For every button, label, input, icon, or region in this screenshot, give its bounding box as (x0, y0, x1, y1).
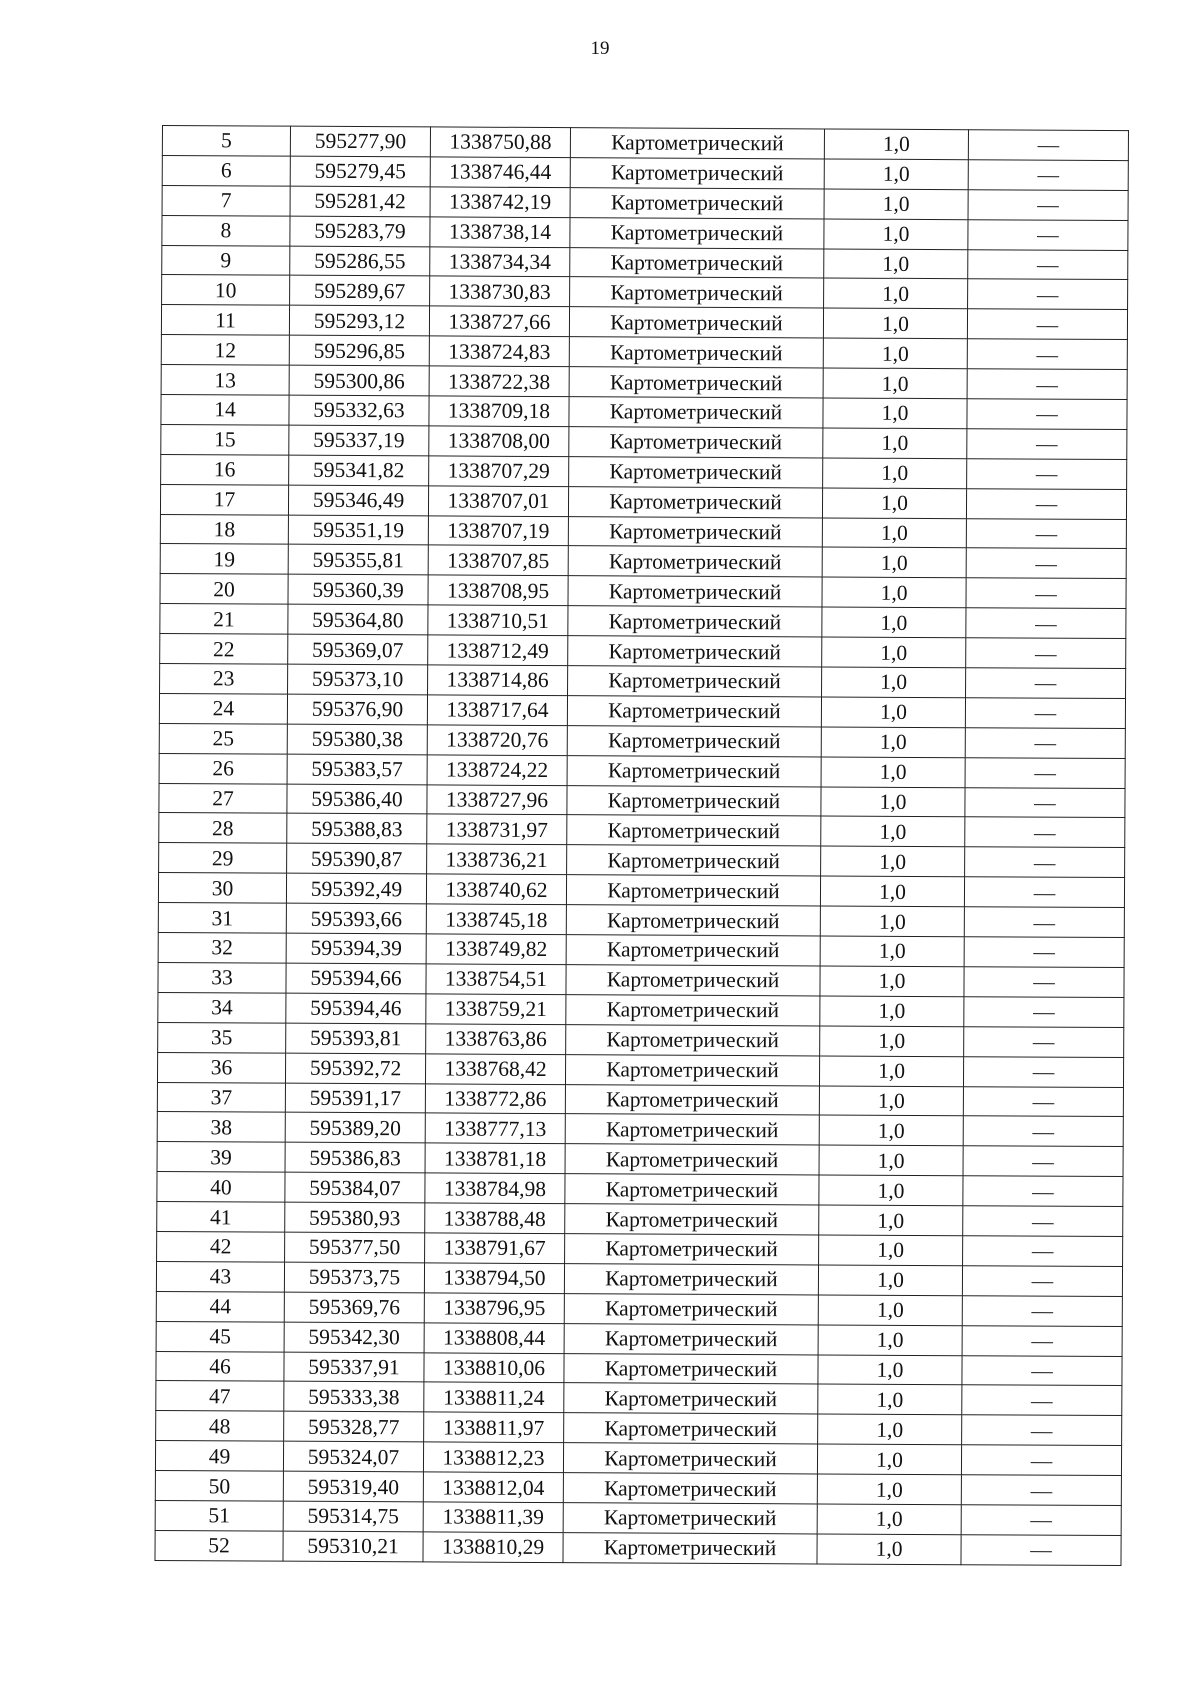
accuracy-cell: 1,0 (823, 368, 967, 399)
method-cell: Картометрический (565, 1144, 819, 1175)
method-cell: Картометрический (570, 217, 824, 248)
description-cell: — (963, 1236, 1123, 1267)
x-coordinate-cell: 595394,66 (286, 963, 426, 994)
point-number-cell: 23 (160, 664, 288, 695)
accuracy-cell: 1,0 (824, 278, 968, 309)
method-cell: Картометрический (566, 935, 820, 966)
y-coordinate-cell: 1338724,22 (427, 755, 567, 786)
x-coordinate-cell: 595386,40 (287, 784, 427, 815)
point-number-cell: 10 (162, 275, 290, 306)
y-coordinate-cell: 1338810,29 (423, 1532, 563, 1563)
point-number-cell: 49 (155, 1441, 283, 1472)
accuracy-cell: 1,0 (824, 159, 968, 190)
point-number-cell: 45 (156, 1321, 284, 1352)
point-number-cell: 50 (155, 1471, 283, 1502)
x-coordinate-cell: 595391,17 (285, 1083, 425, 1114)
method-cell: Картометрический (569, 367, 823, 398)
x-coordinate-cell: 595324,07 (283, 1441, 423, 1472)
accuracy-cell: 1,0 (823, 308, 967, 339)
y-coordinate-cell: 1338794,50 (424, 1263, 564, 1294)
method-cell: Картометрический (563, 1473, 817, 1504)
method-cell: Картометрический (567, 785, 821, 816)
y-coordinate-cell: 1338788,48 (425, 1203, 565, 1234)
x-coordinate-cell: 595380,38 (287, 724, 427, 755)
x-coordinate-cell: 595281,42 (290, 186, 430, 217)
page-number: 19 (590, 38, 610, 59)
accuracy-cell: 1,0 (817, 1534, 961, 1565)
description-cell: — (962, 1385, 1122, 1416)
method-cell: Картометрический (566, 965, 820, 996)
point-number-cell: 25 (159, 723, 287, 754)
point-number-cell: 6 (162, 155, 290, 186)
method-cell: Картометрический (570, 158, 824, 189)
description-cell: — (962, 1295, 1122, 1326)
y-coordinate-cell: 1338750,88 (430, 127, 570, 158)
y-coordinate-cell: 1338754,51 (426, 964, 566, 995)
point-number-cell: 17 (160, 484, 288, 515)
x-coordinate-cell: 595337,91 (284, 1352, 424, 1383)
description-cell: — (963, 1086, 1123, 1117)
point-number-cell: 44 (156, 1291, 284, 1322)
accuracy-cell: 1,0 (817, 1474, 961, 1505)
y-coordinate-cell: 1338759,21 (426, 994, 566, 1025)
method-cell: Картометрический (564, 1293, 818, 1324)
method-cell: Картометрический (567, 696, 821, 727)
description-cell: — (965, 728, 1125, 759)
description-cell: — (961, 1445, 1121, 1476)
point-number-cell: 8 (162, 215, 290, 246)
description-cell: — (966, 638, 1126, 669)
y-coordinate-cell: 1338708,95 (428, 575, 568, 606)
x-coordinate-cell: 595279,45 (290, 156, 430, 187)
accuracy-cell: 1,0 (821, 787, 965, 818)
method-cell: Картометрический (563, 1503, 817, 1534)
point-number-cell: 12 (161, 335, 289, 366)
x-coordinate-cell: 595319,40 (283, 1471, 423, 1502)
point-number-cell: 27 (159, 783, 287, 814)
description-cell: — (964, 907, 1124, 938)
accuracy-cell: 1,0 (818, 1325, 962, 1356)
method-cell: Картометрический (570, 247, 824, 278)
y-coordinate-cell: 1338731,97 (427, 814, 567, 845)
method-cell: Картометрический (564, 1383, 818, 1414)
x-coordinate-cell: 595392,72 (285, 1053, 425, 1084)
method-cell: Картометрический (569, 427, 823, 458)
x-coordinate-cell: 595333,38 (284, 1382, 424, 1413)
x-coordinate-cell: 595377,50 (285, 1232, 425, 1263)
point-number-cell: 42 (157, 1231, 285, 1262)
accuracy-cell: 1,0 (818, 1414, 962, 1445)
description-cell: — (961, 1535, 1121, 1566)
x-coordinate-cell: 595394,46 (286, 993, 426, 1024)
description-cell: — (968, 249, 1128, 280)
method-cell: Картометрический (564, 1353, 818, 1384)
point-number-cell: 34 (158, 992, 286, 1023)
x-coordinate-cell: 595373,10 (288, 664, 428, 695)
description-cell: — (966, 608, 1126, 639)
accuracy-cell: 1,0 (820, 906, 964, 937)
accuracy-cell: 1,0 (818, 1384, 962, 1415)
description-cell: — (963, 1176, 1123, 1207)
point-number-cell: 40 (157, 1172, 285, 1203)
description-cell: — (966, 668, 1126, 699)
point-number-cell: 33 (158, 962, 286, 993)
method-cell: Картометрический (570, 277, 824, 308)
y-coordinate-cell: 1338710,51 (428, 605, 568, 636)
y-coordinate-cell: 1338730,83 (430, 276, 570, 307)
x-coordinate-cell: 595394,39 (286, 933, 426, 964)
accuracy-cell: 1,0 (819, 1175, 963, 1206)
description-cell: — (966, 548, 1126, 579)
point-number-cell: 51 (155, 1500, 283, 1531)
description-cell: — (967, 339, 1127, 370)
accuracy-cell: 1,0 (824, 189, 968, 220)
y-coordinate-cell: 1338734,34 (430, 246, 570, 277)
point-number-cell: 47 (156, 1381, 284, 1412)
accuracy-cell: 1,0 (822, 577, 966, 608)
accuracy-cell: 1,0 (824, 219, 968, 250)
y-coordinate-cell: 1338812,04 (423, 1472, 563, 1503)
method-cell: Картометрический (566, 905, 820, 936)
point-number-cell: 41 (157, 1202, 285, 1233)
description-cell: — (968, 219, 1128, 250)
x-coordinate-cell: 595392,49 (286, 873, 426, 904)
description-cell: — (965, 787, 1125, 818)
description-cell: — (964, 1026, 1124, 1057)
point-number-cell: 32 (158, 933, 286, 964)
method-cell: Картометрический (565, 1084, 819, 1115)
x-coordinate-cell: 595355,81 (288, 545, 428, 576)
point-number-cell: 11 (161, 305, 289, 336)
point-number-cell: 48 (156, 1411, 284, 1442)
y-coordinate-cell: 1338727,96 (427, 784, 567, 815)
point-number-cell: 30 (158, 873, 286, 904)
description-cell: — (968, 190, 1128, 221)
method-cell: Картометрический (567, 845, 821, 876)
accuracy-cell: 1,0 (819, 1145, 963, 1176)
description-cell: — (966, 488, 1126, 519)
y-coordinate-cell: 1338727,66 (429, 306, 569, 337)
method-cell: Картометрический (570, 128, 824, 159)
accuracy-cell: 1,0 (818, 1295, 962, 1326)
method-cell: Картометрический (568, 576, 822, 607)
description-cell: — (962, 1355, 1122, 1386)
description-cell: — (963, 1116, 1123, 1147)
x-coordinate-cell: 595293,12 (289, 306, 429, 337)
point-number-cell: 24 (159, 693, 287, 724)
point-number-cell: 29 (159, 843, 287, 874)
method-cell: Картометрический (566, 994, 820, 1025)
description-cell: — (961, 1505, 1121, 1536)
point-number-cell: 35 (158, 1022, 286, 1053)
accuracy-cell: 1,0 (823, 338, 967, 369)
accuracy-cell: 1,0 (819, 1205, 963, 1236)
y-coordinate-cell: 1338740,62 (426, 874, 566, 905)
method-cell: Картометрический (568, 516, 822, 547)
method-cell: Картометрический (569, 337, 823, 368)
method-cell: Картометрический (569, 397, 823, 428)
y-coordinate-cell: 1338707,29 (429, 456, 569, 487)
accuracy-cell: 1,0 (821, 846, 965, 877)
y-coordinate-cell: 1338742,19 (430, 187, 570, 218)
point-number-cell: 46 (156, 1351, 284, 1382)
x-coordinate-cell: 595373,75 (284, 1262, 424, 1293)
accuracy-cell: 1,0 (821, 816, 965, 847)
description-cell: — (964, 997, 1124, 1028)
accuracy-cell: 1,0 (820, 936, 964, 967)
point-number-cell: 9 (162, 245, 290, 276)
x-coordinate-cell: 595393,81 (286, 1023, 426, 1054)
y-coordinate-cell: 1338724,83 (429, 336, 569, 367)
method-cell: Картометрический (567, 815, 821, 846)
method-cell: Картометрический (565, 1204, 819, 1235)
x-coordinate-cell: 595314,75 (283, 1501, 423, 1532)
x-coordinate-cell: 595342,30 (284, 1322, 424, 1353)
y-coordinate-cell: 1338811,39 (423, 1502, 563, 1533)
x-coordinate-cell: 595296,85 (289, 335, 429, 366)
accuracy-cell: 1,0 (821, 727, 965, 758)
point-number-cell: 38 (157, 1112, 285, 1143)
y-coordinate-cell: 1338810,06 (424, 1352, 564, 1383)
y-coordinate-cell: 1338811,97 (424, 1412, 564, 1443)
description-cell: — (963, 1056, 1123, 1087)
point-number-cell: 31 (158, 903, 286, 934)
accuracy-cell: 1,0 (822, 637, 966, 668)
description-cell: — (967, 459, 1127, 490)
method-cell: Картометрический (567, 755, 821, 786)
x-coordinate-cell: 595328,77 (284, 1411, 424, 1442)
method-cell: Картометрический (568, 486, 822, 517)
description-cell: — (962, 1266, 1122, 1297)
method-cell: Картометрический (568, 636, 822, 667)
y-coordinate-cell: 1338746,44 (430, 157, 570, 188)
point-number-cell: 36 (157, 1052, 285, 1083)
method-cell: Картометрический (565, 1054, 819, 1085)
y-coordinate-cell: 1338709,18 (429, 396, 569, 427)
x-coordinate-cell: 595341,82 (289, 455, 429, 486)
x-coordinate-cell: 595351,19 (288, 515, 428, 546)
y-coordinate-cell: 1338791,67 (425, 1233, 565, 1264)
accuracy-cell: 1,0 (818, 1265, 962, 1296)
method-cell: Картометрический (569, 456, 823, 487)
x-coordinate-cell: 595283,79 (290, 216, 430, 247)
x-coordinate-cell: 595386,83 (285, 1142, 425, 1173)
accuracy-cell: 1,0 (819, 1115, 963, 1146)
y-coordinate-cell: 1338811,24 (424, 1382, 564, 1413)
accuracy-cell: 1,0 (822, 488, 966, 519)
description-cell: — (965, 757, 1125, 788)
method-cell: Картометрический (563, 1443, 817, 1474)
method-cell: Картометрический (565, 1174, 819, 1205)
accuracy-cell: 1,0 (819, 1056, 963, 1087)
accuracy-cell: 1,0 (820, 876, 964, 907)
y-coordinate-cell: 1338812,23 (423, 1442, 563, 1473)
accuracy-cell: 1,0 (820, 1026, 964, 1057)
accuracy-cell: 1,0 (823, 398, 967, 429)
x-coordinate-cell: 595389,20 (285, 1113, 425, 1144)
coordinates-table-body (155, 126, 1128, 1566)
point-number-cell: 21 (160, 604, 288, 635)
point-number-cell: 14 (161, 395, 289, 426)
x-coordinate-cell: 595390,87 (287, 844, 427, 875)
description-cell: — (963, 1146, 1123, 1177)
description-cell: — (968, 130, 1128, 161)
description-cell: — (965, 847, 1125, 878)
table-row (155, 1530, 1121, 1565)
y-coordinate-cell: 1338738,14 (430, 217, 570, 248)
method-cell: Картометрический (569, 307, 823, 338)
description-cell: — (965, 698, 1125, 729)
x-coordinate-cell: 595388,83 (287, 814, 427, 845)
method-cell: Картометрический (563, 1532, 817, 1563)
accuracy-cell: 1,0 (824, 129, 968, 160)
x-coordinate-cell: 595337,19 (289, 425, 429, 456)
x-coordinate-cell: 595277,90 (290, 126, 430, 157)
accuracy-cell: 1,0 (821, 697, 965, 728)
accuracy-cell: 1,0 (823, 428, 967, 459)
accuracy-cell: 1,0 (822, 667, 966, 698)
x-coordinate-cell: 595300,86 (289, 365, 429, 396)
y-coordinate-cell: 1338781,18 (425, 1143, 565, 1174)
description-cell: — (967, 399, 1127, 430)
y-coordinate-cell: 1338763,86 (426, 1024, 566, 1055)
x-coordinate-cell: 595393,66 (286, 903, 426, 934)
accuracy-cell: 1,0 (820, 966, 964, 997)
method-cell: Картометрический (567, 725, 821, 756)
accuracy-cell: 1,0 (822, 547, 966, 578)
accuracy-cell: 1,0 (822, 607, 966, 638)
accuracy-cell: 1,0 (819, 1235, 963, 1266)
description-cell: — (962, 1415, 1122, 1446)
description-cell: — (967, 369, 1127, 400)
method-cell: Картометрический (566, 875, 820, 906)
y-coordinate-cell: 1338714,86 (428, 665, 568, 696)
method-cell: Картометрический (564, 1323, 818, 1354)
x-coordinate-cell: 595310,21 (283, 1531, 423, 1562)
y-coordinate-cell: 1338745,18 (426, 904, 566, 935)
y-coordinate-cell: 1338777,13 (425, 1113, 565, 1144)
y-coordinate-cell: 1338736,21 (427, 844, 567, 875)
description-cell: — (968, 279, 1128, 310)
description-cell: — (965, 817, 1125, 848)
accuracy-cell: 1,0 (822, 518, 966, 549)
method-cell: Картометрический (570, 187, 824, 218)
method-cell: Картометрический (568, 666, 822, 697)
point-number-cell: 7 (162, 185, 290, 216)
y-coordinate-cell: 1338720,76 (427, 725, 567, 756)
accuracy-cell: 1,0 (821, 757, 965, 788)
point-number-cell: 16 (161, 454, 289, 485)
method-cell: Картометрический (568, 606, 822, 637)
point-number-cell: 15 (161, 424, 289, 455)
accuracy-cell: 1,0 (824, 249, 968, 280)
x-coordinate-cell: 595380,93 (285, 1202, 425, 1233)
y-coordinate-cell: 1338772,86 (425, 1083, 565, 1114)
description-cell: — (962, 1325, 1122, 1356)
method-cell: Картометрический (568, 546, 822, 577)
accuracy-cell: 1,0 (820, 996, 964, 1027)
description-cell: — (967, 429, 1127, 460)
y-coordinate-cell: 1338707,01 (428, 486, 568, 517)
x-coordinate-cell: 595384,07 (285, 1172, 425, 1203)
point-number-cell: 13 (161, 365, 289, 396)
x-coordinate-cell: 595346,49 (288, 485, 428, 516)
y-coordinate-cell: 1338722,38 (429, 366, 569, 397)
x-coordinate-cell: 595369,07 (288, 634, 428, 665)
y-coordinate-cell: 1338712,49 (428, 635, 568, 666)
accuracy-cell: 1,0 (819, 1085, 963, 1116)
point-number-cell: 37 (157, 1082, 285, 1113)
description-cell: — (967, 309, 1127, 340)
point-number-cell: 18 (160, 514, 288, 545)
y-coordinate-cell: 1338749,82 (426, 934, 566, 965)
accuracy-cell: 1,0 (817, 1504, 961, 1535)
x-coordinate-cell: 595360,39 (288, 575, 428, 606)
x-coordinate-cell: 595289,67 (290, 276, 430, 307)
method-cell: Картометрический (564, 1263, 818, 1294)
description-cell: — (966, 578, 1126, 609)
y-coordinate-cell: 1338708,00 (429, 426, 569, 457)
accuracy-cell: 1,0 (817, 1444, 961, 1475)
description-cell: — (961, 1475, 1121, 1506)
description-cell: — (964, 877, 1124, 908)
y-coordinate-cell: 1338768,42 (425, 1054, 565, 1085)
method-cell: Картометрический (564, 1413, 818, 1444)
y-coordinate-cell: 1338808,44 (424, 1323, 564, 1354)
y-coordinate-cell: 1338796,95 (424, 1293, 564, 1324)
x-coordinate-cell: 595376,90 (287, 694, 427, 725)
x-coordinate-cell: 595369,76 (284, 1292, 424, 1323)
x-coordinate-cell: 595332,63 (289, 395, 429, 426)
y-coordinate-cell: 1338717,64 (427, 695, 567, 726)
point-number-cell: 20 (160, 574, 288, 605)
coordinates-table (154, 125, 1129, 1566)
description-cell: — (963, 1206, 1123, 1237)
point-number-cell: 22 (160, 634, 288, 665)
x-coordinate-cell: 595383,57 (287, 754, 427, 785)
method-cell: Картометрический (565, 1114, 819, 1145)
point-number-cell: 28 (159, 813, 287, 844)
point-number-cell: 26 (159, 753, 287, 784)
description-cell: — (966, 518, 1126, 549)
point-number-cell: 39 (157, 1142, 285, 1173)
description-cell: — (964, 967, 1124, 998)
y-coordinate-cell: 1338707,19 (428, 515, 568, 546)
accuracy-cell: 1,0 (823, 458, 967, 489)
y-coordinate-cell: 1338707,85 (428, 545, 568, 576)
x-coordinate-cell: 595286,55 (290, 246, 430, 277)
description-cell: — (968, 160, 1128, 191)
x-coordinate-cell: 595364,80 (288, 604, 428, 635)
point-number-cell: 52 (155, 1530, 283, 1561)
point-number-cell: 43 (156, 1261, 284, 1292)
description-cell: — (964, 937, 1124, 968)
point-number-cell: 19 (160, 544, 288, 575)
y-coordinate-cell: 1338784,98 (425, 1173, 565, 1204)
method-cell: Картометрический (566, 1024, 820, 1055)
accuracy-cell: 1,0 (818, 1354, 962, 1385)
point-number-cell: 5 (162, 126, 290, 157)
method-cell: Картометрический (565, 1234, 819, 1265)
